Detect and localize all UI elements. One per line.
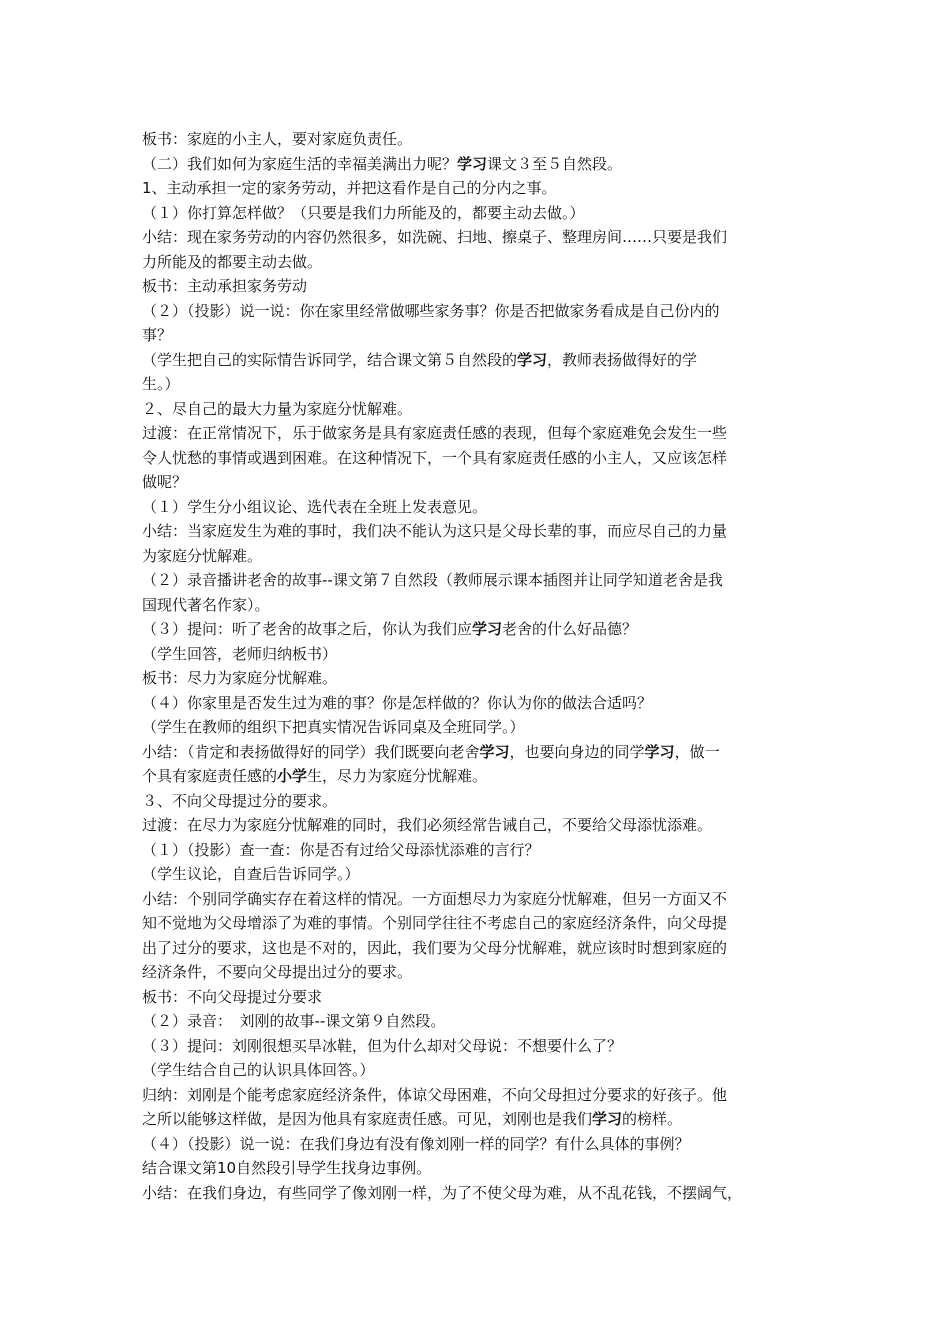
text-line [142,936,807,961]
text-segment: 小结：（肯定和表扬做得好的同学）我们既要向老舍 [142,742,480,761]
bold-keyword: 学习 [644,742,675,761]
text-segment: 令人忧愁的事情或遇到困难。在这种情况下，一个具有家庭责任感的小主人，又应该怎样 [142,448,728,467]
text-line [142,838,807,863]
text-segment: 板书：主动承担家务劳动 [142,277,308,295]
text-line [142,201,807,226]
text-segment: ２、尽自己的最大力量为家庭分忧解难。 [142,399,413,418]
text-line [142,715,807,740]
bold-keyword: 学习 [517,350,548,369]
text-line [142,1083,807,1108]
text-line [142,593,807,618]
text-segment: 小结：当家庭发生为难的事时，我们决不能认为这只是父母长辈的事，而应尽自己的力量 [142,522,728,540]
text-segment: ，教师表扬做得好的学 [547,350,698,369]
text-segment: （学生在教师的组织下把真实情况告诉同桌及全班同学。） [142,718,525,736]
text-segment: 归纳：刘刚是个能考虑家庭经济条件，体谅父母困难，不向父母担过分要求的好孩子。他 [142,1085,728,1104]
text-segment: 结合课文第10自然段引导学生找身边事例。 [142,1159,432,1177]
text-line [142,568,807,593]
text-segment: 小结：在我们身边，有些同学了像刘刚一样，为了不使父母为难，从不乱花钱，不摆阔气， [142,1183,743,1202]
text-segment: （１）学生分小组议论、选代表在全班上发表意见。 [142,497,488,516]
text-line [142,348,807,373]
text-line [142,274,807,299]
text-line [142,1009,807,1034]
bold-keyword: 学习 [479,742,510,761]
text-line [142,176,807,201]
text-line [142,470,807,495]
text-segment: （２）录音播讲老舍的故事--课文第７自然段（教师展示课本插图并让同学知道老舍是我 [142,571,723,589]
text-segment: 知不觉地为父母增添了为难的事情。个别同学往往不考虑自己的家庭经济条件，向父母提 [142,914,728,932]
text-segment: 事？ [142,326,173,344]
text-segment: 过渡：在尽力为家庭分忧解难的同时，我们必须经常告诫自己，不要给父母添忧添难。 [142,816,713,834]
text-segment: 出了过分的要求，这也是不对的，因此，我们要为父母分忧解难，就应该时时想到家庭的 [142,938,728,957]
text-segment: ，做一 [674,742,720,761]
text-line [142,887,807,912]
text-line [142,666,807,691]
text-segment: 过渡：在正常情况下，乐于做家务是具有家庭责任感的表现，但每个家庭难免会发生一些 [142,424,728,442]
text-segment: 国现代著名作家）。 [142,595,270,614]
text-line [142,299,807,324]
text-segment: （１）你打算怎样做？（只要是我们力所能及的，都要主动去做。） [142,203,585,222]
text-line [142,740,807,765]
text-segment: （学生结合自己的认识具体回答。） [142,1061,375,1079]
text-line [142,911,807,936]
text-segment: （二）我们如何为家庭生活的幸福美满出力呢？ [142,154,458,173]
text-segment: ３、不向父母提过分的要求。 [142,791,338,810]
text-segment: 经济条件，不要向父母提出过分的要求。 [142,963,413,981]
text-segment: 1、主动承担一定的家务劳动，并把这看作是自己的分内之事。 [142,179,557,197]
text-segment: 的榜样。 [622,1110,683,1128]
text-line [142,617,807,642]
text-segment: （２）录音： 刘刚的故事--课文第９自然段。 [142,1012,446,1030]
text-line [142,789,807,814]
document-body [142,127,807,1205]
text-segment: 之所以能够这样做，是因为他具有家庭责任感。可见，刘刚也是我们 [142,1110,593,1128]
text-segment: 生。） [142,375,180,393]
text-line [142,544,807,569]
text-segment: 板书：家庭的小主人，要对家庭负责任。 [142,130,413,148]
text-line [142,250,807,275]
text-segment: （３）提问：听了老舍的故事之后，你认为我们应 [142,620,473,638]
text-segment: （２）（投影）说一说：你在家里经常做哪些家务事？你是否把做家务看成是自己份内的 [142,301,720,320]
text-segment: ，也要向身边的同学 [509,742,645,761]
text-line [142,421,807,446]
text-line [142,642,807,667]
text-segment: （１）（投影）查一查：你是否有过给父母添忧添难的言行？ [142,840,540,859]
text-segment: （学生议论，自查后告诉同学。） [142,865,360,883]
text-segment: 课文３至５自然段。 [487,154,623,173]
text-segment: （４）（投影）说一说：在我们身边有没有像刘刚一样的同学？有什么具体的事例？ [142,1134,690,1153]
bold-keyword: 小学 [277,767,308,785]
text-segment: 老舍的什么好品德？ [502,620,638,638]
text-line [142,446,807,471]
text-line [142,691,807,716]
text-line [142,519,807,544]
text-line [142,1132,807,1157]
text-segment: 小结：现在家务劳动的内容仍然很多，如洗碗、扫地、擦桌子、整理房间……只要是我们 [142,228,728,246]
text-line [142,225,807,250]
text-line [142,152,807,177]
text-line [142,372,807,397]
text-segment: 为家庭分忧解难。 [142,546,263,565]
text-line [142,813,807,838]
text-line [142,127,807,152]
bold-keyword: 学习 [472,620,503,638]
text-line [142,495,807,520]
text-segment: （学生回答，老师归纳板书） [142,644,338,663]
text-line [142,985,807,1010]
text-line [142,960,807,985]
text-segment: 板书：尽力为家庭分忧解难。 [142,669,338,687]
text-line [142,764,807,789]
text-segment: 板书：不向父母提过分要求 [142,987,323,1006]
text-line [142,323,807,348]
bold-keyword: 学习 [592,1110,623,1128]
text-line [142,1034,807,1059]
text-segment: （３）提问：刘刚很想买旱冰鞋，但为什么却对父母说：不想要什么了？ [142,1036,623,1055]
text-segment: 小结：个别同学确实存在着这样的情况。一方面想尽力为家庭分忧解难，但另一方面又不 [142,889,728,908]
text-line [142,1181,807,1206]
text-line [142,1058,807,1083]
text-segment: （４）你家里是否发生过为难的事？你是怎样做的？你认为你的做法合适吗？ [142,693,653,712]
text-segment: 生，尽力为家庭分忧解难。 [307,767,488,785]
text-line [142,1107,807,1132]
text-segment: 做呢？ [142,473,188,491]
bold-keyword: 学习 [457,154,488,173]
text-line [142,1156,807,1181]
text-segment: 力所能及的都要主动去做。 [142,252,323,271]
text-segment: 个具有家庭责任感的 [142,767,278,785]
text-line [142,397,807,422]
text-line [142,862,807,887]
text-segment: （学生把自己的实际情告诉同学，结合课文第５自然段的 [142,350,518,369]
